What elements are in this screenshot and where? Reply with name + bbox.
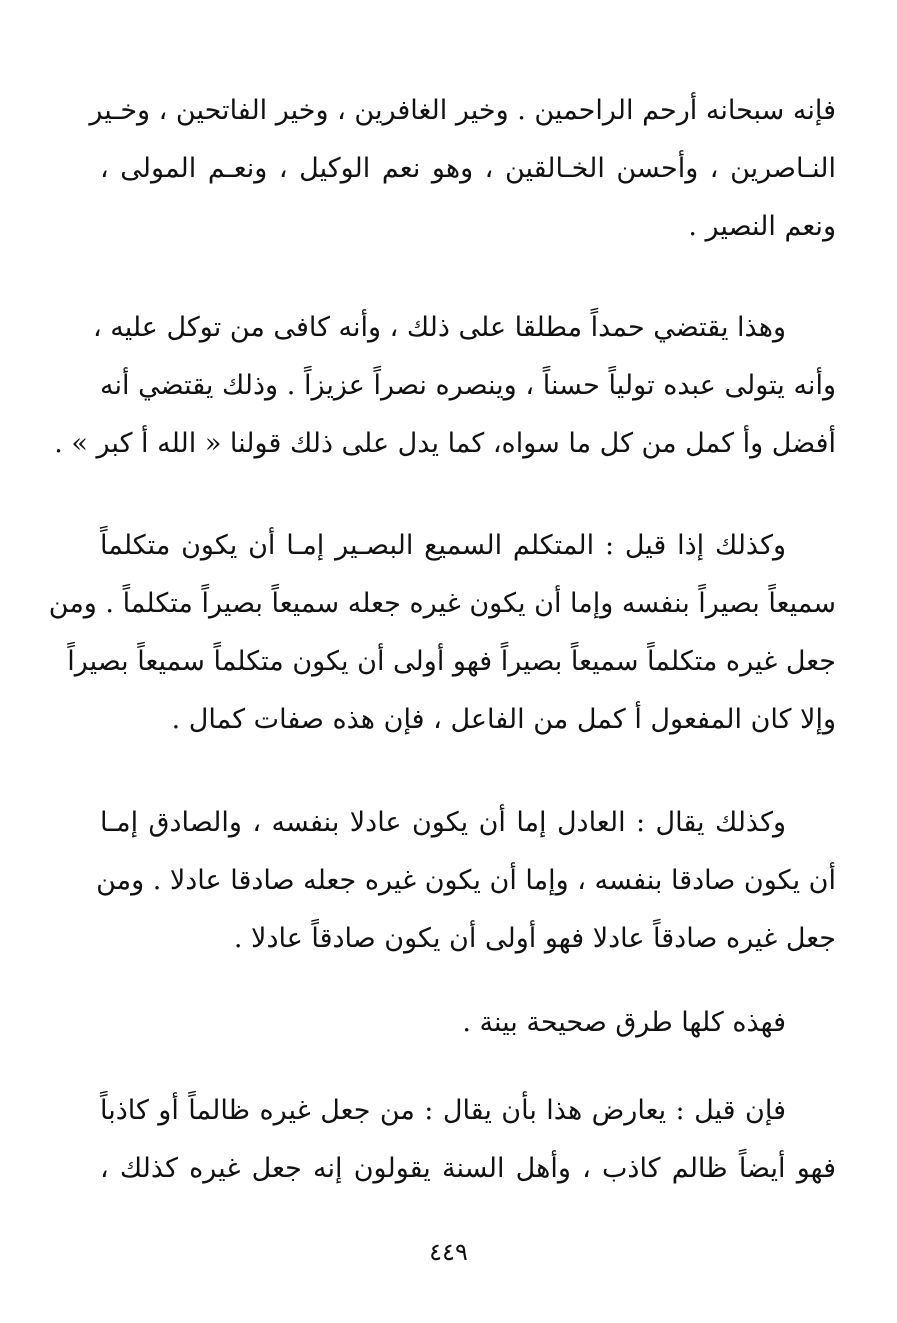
text-line: النـاصرين ، وأحسن الخـالقين ، وهو نعم الوكيل ، ونعـم المولى ، bbox=[100, 153, 836, 184]
text-line: سميعاً بصيراً بنفسه وإما أن يكون غيره جعله سميعاً بصيراً متكلماً . ومن bbox=[48, 588, 836, 619]
text-line: أفضل وأ كمل من كل ما سواه، كما يدل على ذلك قولنا « الله أ كبر » . bbox=[54, 428, 836, 459]
paragraph-5 bbox=[100, 994, 836, 1052]
text-line: فإن قيل : يعارض هذا بأن يقال : من جعل غيره ظالماً أو كاذباً bbox=[100, 1095, 786, 1126]
text-line: وكذلك إذا قيل : المتكلم السميع البصـير إمـا أن يكون متكلماً bbox=[100, 530, 786, 561]
text-line: ونعم النصير . bbox=[688, 211, 836, 242]
text-line: وإلا كان المفعول أ كمل من الفاعل ، فإن هذه صفات كمال . bbox=[171, 704, 836, 735]
text-line: فهو أيضاً ظالم كاذب ، وأهل السنة يقولون إنه جعل غيره كذلك ، bbox=[100, 1153, 836, 1184]
paragraph-4 bbox=[96, 794, 836, 968]
page-number: ٤٤٩ bbox=[429, 1238, 468, 1266]
text-line: جعل غيره متكلماً سميعاً بصيراً فهو أولى أن يكون متكلماً سميعاً بصيراً bbox=[67, 646, 836, 677]
paragraph-1 bbox=[89, 82, 836, 256]
paragraph-2 bbox=[54, 299, 836, 473]
text-line: أن يكون صادقا بنفسه ، وإما أن يكون غيره جعله صادقا عادلا . ومن bbox=[96, 865, 836, 896]
text-line: فهذه كلها طرق صحيحة بينة . bbox=[462, 1007, 786, 1038]
text-line: وأنه يتولى عبده تولياً حسناً ، وينصره نصراً عزيزاً . وذلك يقتضي أنه bbox=[100, 370, 836, 401]
text-line: وهذا يقتضي حمداً مطلقا على ذلك ، وأنه كافى من توكل عليه ، bbox=[92, 312, 786, 343]
text-line: جعل غيره صادقاً عادلا فهو أولى أن يكون صادقاً عادلا . bbox=[233, 923, 836, 954]
text-line: وكذلك يقال : العادل إما أن يكون عادلا بنفسه ، والصادق إمـا bbox=[100, 807, 786, 838]
text-line: فإنه سبحانه أرحم الراحمين . وخير الغافرين ، وخير الفاتحين ، وخـير bbox=[89, 95, 836, 126]
paragraph-6 bbox=[100, 1082, 836, 1198]
paragraph-3 bbox=[48, 517, 836, 749]
